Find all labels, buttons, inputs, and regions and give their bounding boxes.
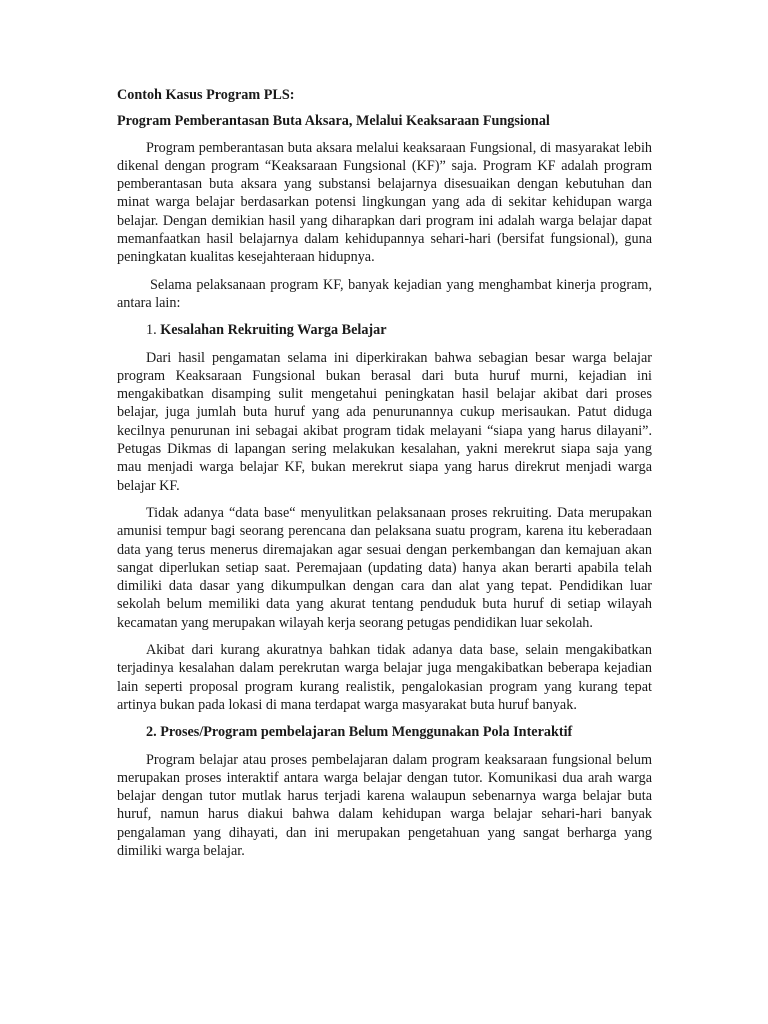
intro-paragraph: Program pemberantasan buta aksara melalui keaksaraan Fungsional, di masyarakat lebih dikenal dengan program “Keaksaraan Fungsional (KF)” saja. Program KF adalah program pemberantasan buta aksara yang substansi belajarnya disesuaikan dengan kebutuhan dan minat warga belajar berdasarkan potensi lingkungan yang ada di sekitar kehidupan warga belajar. Dengan demikian hasil yang diharapkan dari program ini adalah warga belajar dapat memanfaatkan hasil belajarnya dalam kehidupannya sehari-hari (bersifat fungsional), guna peningkatan kualitas kesejahteraan hidupnya.	[117, 139, 652, 266]
obstacles-intro-paragraph: Selama pelaksanaan program KF, banyak kejadian yang menghambat kinerja program, antara lain:	[117, 276, 652, 311]
document-heading-program: Program Pemberantasan Buta Aksara, Melalui Keaksaraan Fungsional	[117, 113, 550, 130]
document-heading-case: Contoh Kasus Program PLS:	[117, 87, 295, 103]
document-page	[117, 86, 652, 869]
section-1-paragraph: Dari hasil pengamatan selama ini diperkirakan bahwa sebagian besar warga belajar program Keaksaraan Fungsional bukan berasal dari buta huruf murni, kejadian ini mengakibatkan disamping sulit mengetahui peningkatan hasil belajar akibat dari proses belajar, juga jumlah buta huruf yang ada penurunannya cukup merisaukan. Patut diduga kecilnya penurunan ini sebagai akibat program tidak melayani “siapa yang harus dilayani”. Petugas Dikmas di lapangan sering melakukan kesalahan, yakni merekrut siapa saja yang mau menjadi warga belajar KF, bukan merekrut siapa yang harus direkrut menjadi warga belajar KF.	[117, 349, 652, 494]
section-1-title: Kesalahan Rekruiting Warga Belajar	[160, 322, 387, 339]
section-2-number: 2.	[146, 724, 157, 741]
section-1-paragraph: Tidak adanya “data base“ menyulitkan pelaksanaan proses rekruiting. Data merupakan amunisi tempur bagi seorang perencana dan pelaksana suatu program, karena itu keberadaan data yang terus menerus diremajakan agar sesuai dengan perkembangan dan kemajuan akan sangat diperlukan setiap saat. Peremajaan (updating data) hanya akan berarti apabila telah dimiliki data dasar yang dikumpulkan dengan cara dan alat yang tepat. Pendidikan luar sekolah belum memiliki data yang akurat tentang penduduk buta huruf di setiap wilayah kecamatan yang merupakan wilayah kerja seorang petugas pendidikan luar sekolah.	[117, 504, 652, 631]
section-2-heading	[117, 723, 652, 741]
section-2-title: Proses/Program pembelajaran Belum Menggunakan Pola Interaktif	[160, 724, 573, 741]
section-1-number: 1.	[146, 322, 157, 339]
section-1-paragraph: Akibat dari kurang akuratnya bahkan tidak adanya data base, selain mengakibatkan terjadinya kesalahan dalam perekrutan warga belajar juga mengakibatkan beberapa kejadian lain seperti proposal program kurang realistik, pengalokasian program yang kurang tepat artinya bukan pada lokasi di mana terdapat warga masyarakat buta huruf banyak.	[117, 642, 652, 713]
section-1-heading	[117, 321, 652, 339]
section-2-paragraph: Program belajar atau proses pembelajaran dalam program keaksaraan fungsional belum merupakan proses interaktif antara warga belajar dengan tutor. Komunikasi dua arah warga belajar dengan tutor mutlak harus terjadi karena walaupun sebenarnya warga belajar buta huruf, namun harus diakui bahwa dalam kehidupan warga belajar sehari-hari banyak pengalaman yang dihayati, dan ini merupakan pengetahuan yang sangat berharga yang dimiliki warga belajar.	[117, 751, 652, 859]
